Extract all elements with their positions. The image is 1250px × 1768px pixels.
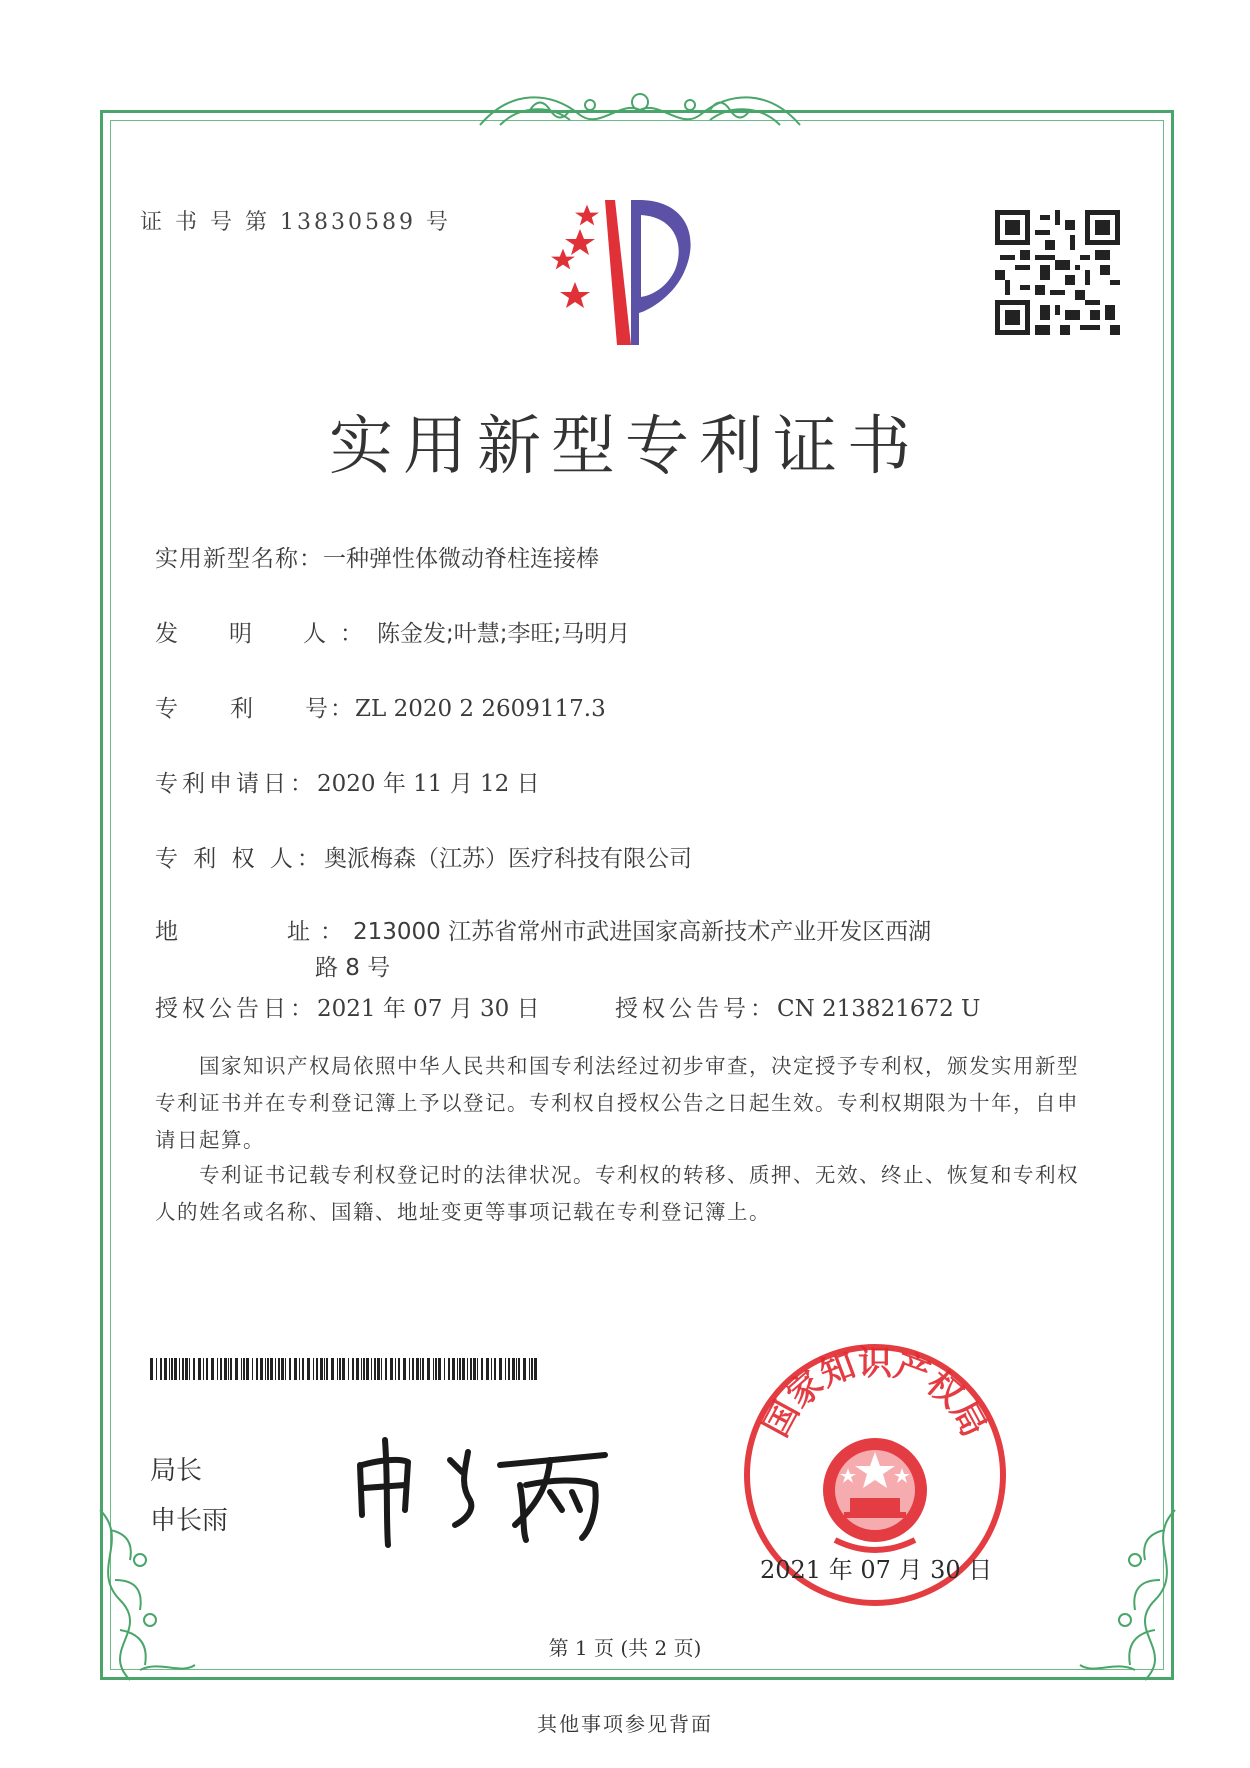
patentee-label: 专 利 权 人： [155, 846, 324, 872]
certificate-title: 实用新型专利证书 [329, 410, 921, 484]
grant-number-value: CN 213821672 U [777, 996, 981, 1022]
seal-text: 国家知识产权局 [756, 1343, 994, 1444]
patentee-row [155, 840, 692, 873]
utility-model-name-value: 一种弹性体微动脊柱连接棒 [323, 546, 599, 572]
inventor-value: 陈金发;叶慧;李旺;马明月 [377, 621, 631, 647]
grant-number-row [615, 990, 980, 1023]
grant-statement-paragraph: 国家知识产权局依照中华人民共和国专利法经过初步审查，决定授予专利权，颁发实用新型专利证书并在专利登记簿上予以登记。专利权自授权公告之日起生效。专利权期限为十年，自申请日起算。 [155, 1054, 1079, 1152]
svg-text:国家知识产权局 [756, 1344, 994, 1444]
utility-model-name-label: 实用新型名称： [155, 546, 323, 572]
grant-number-label: 授权公告号： [615, 996, 777, 1022]
grant-date-row [155, 990, 540, 1023]
top-ornament [470, 80, 810, 140]
patentee-value: 奥派梅森（江苏）医疗科技有限公司 [323, 846, 692, 872]
director-name: 申长雨 [150, 1506, 229, 1536]
director-signature [350, 1430, 620, 1550]
utility-model-name-row [155, 540, 599, 573]
patent-number-row [155, 690, 606, 723]
application-date-value: 2020 年 11 月 12 日 [317, 771, 540, 797]
address-line-2: 路 8 号 [315, 955, 391, 981]
address-line-2-row [315, 949, 390, 982]
address-line-1: 213000 江苏省常州市武进国家高新技术产业开发区西湖 [353, 919, 932, 945]
page-number: 第 1 页 (共 2 页) [548, 1636, 702, 1660]
qr-code [995, 210, 1120, 335]
address-row [155, 915, 931, 949]
patent-office-logo [535, 195, 735, 345]
footer-note: 其他事项参见背面 [537, 1712, 713, 1736]
inventor-row [155, 615, 630, 648]
bottom-right-ornament [1075, 1500, 1195, 1690]
seal-date: 2021 年 07 月 30 日 [760, 1556, 993, 1584]
patent-number-label: 专 利 号： [155, 696, 355, 722]
application-date-row [155, 765, 540, 798]
grant-date-label: 授权公告日： [155, 996, 317, 1022]
patent-number-value: ZL 2020 2 2609117.3 [355, 696, 606, 722]
address-label: 地 址： [155, 919, 353, 945]
barcode [150, 1358, 540, 1380]
national-emblem [823, 1438, 927, 1550]
director-title: 局长 [150, 1456, 203, 1486]
grant-date-value: 2021 年 07 月 30 日 [317, 996, 540, 1022]
certificate-number: 证 书 号 第 13830589 号 [140, 210, 451, 235]
application-date-label: 专利申请日： [155, 771, 317, 797]
legal-status-paragraph: 专利证书记载专利权登记时的法律状况。专利权的转移、质押、无效、终止、恢复和专利权人的姓名或名称、国籍、地址变更等事项记载在专利登记簿上。 [155, 1163, 1079, 1224]
inventor-label: 发 明 人： [155, 621, 377, 647]
